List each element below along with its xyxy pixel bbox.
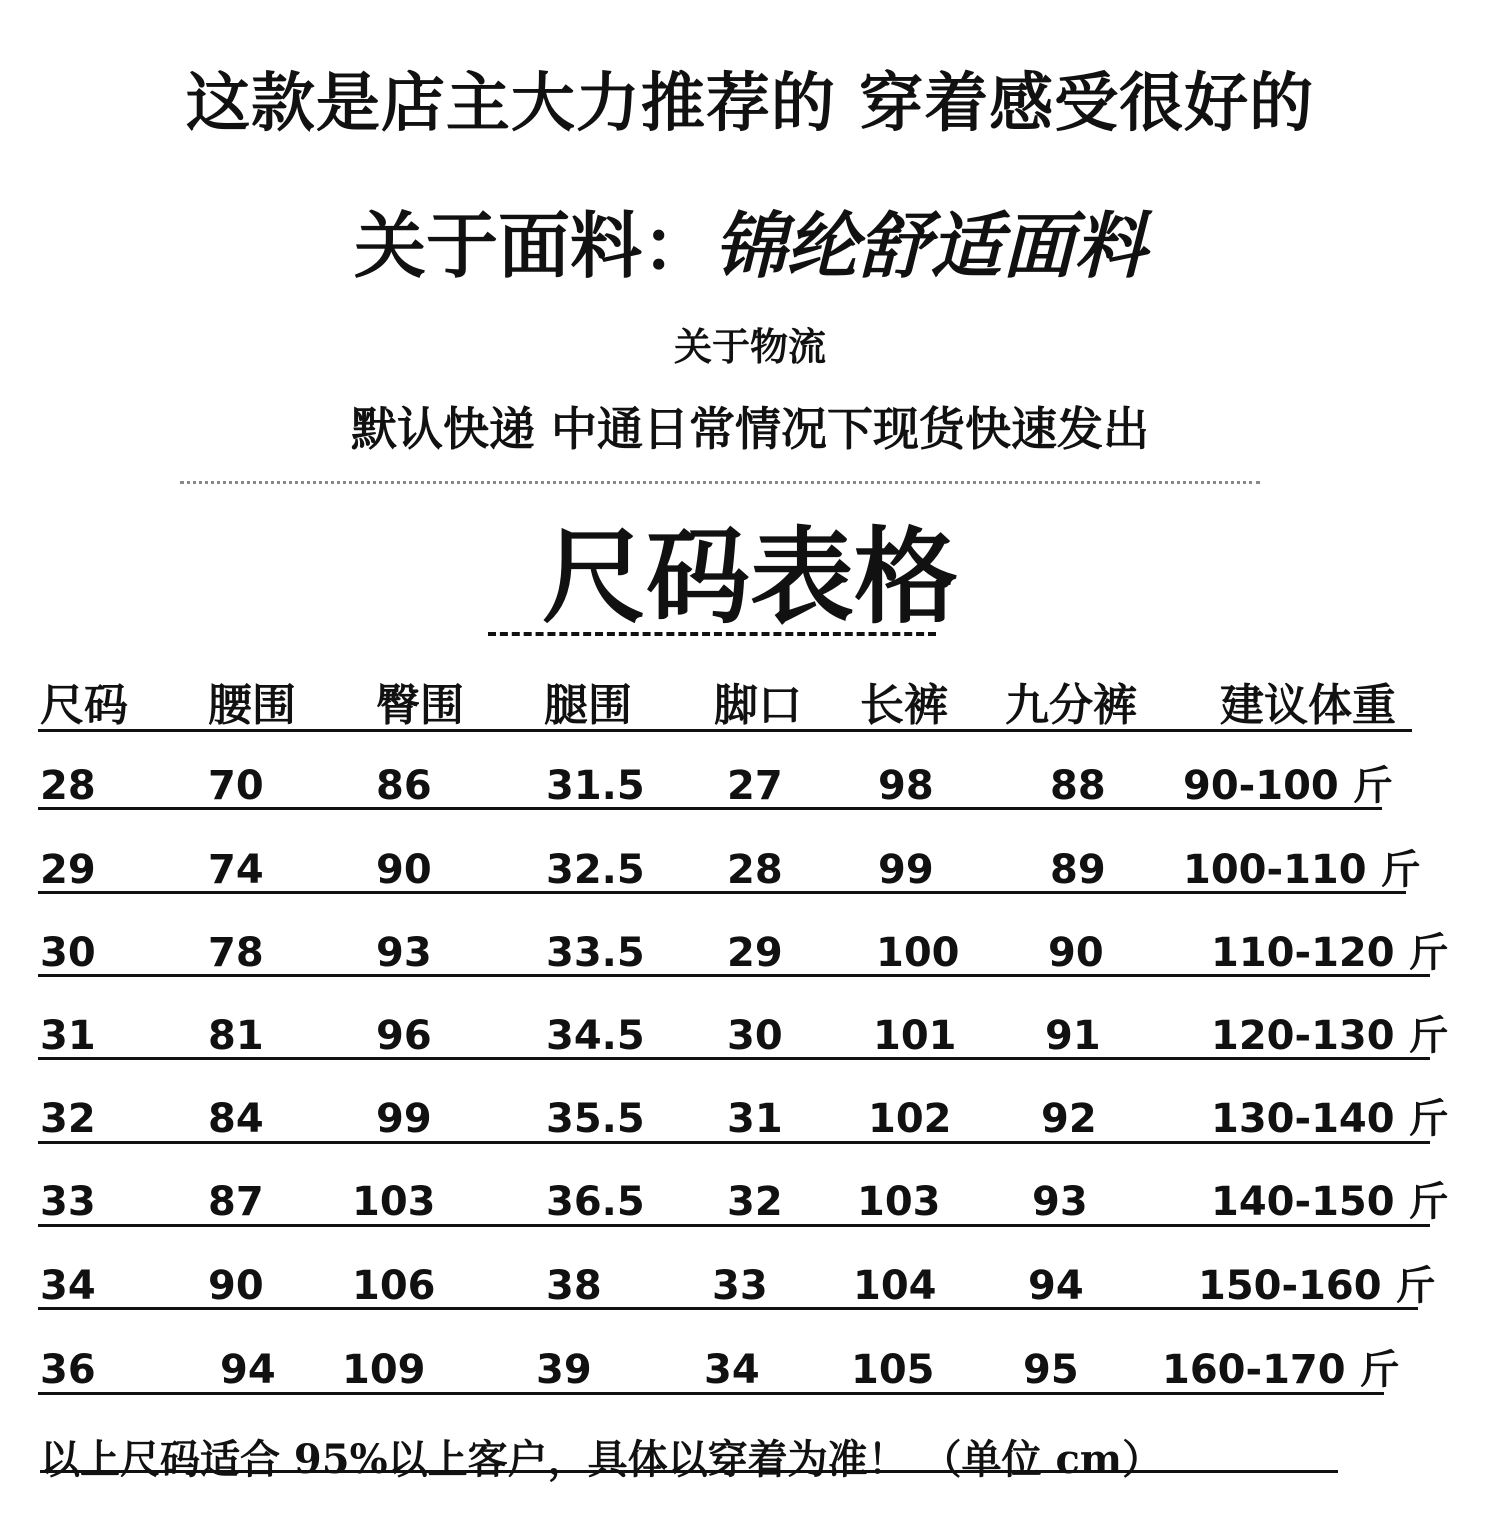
table-cell-hem: 31 xyxy=(727,1096,783,1142)
table-row-rule xyxy=(38,891,1406,894)
table-cell-thigh: 36.5 xyxy=(546,1179,645,1225)
table-row-rule xyxy=(38,1392,1384,1395)
table-cell-hip: 86 xyxy=(376,763,432,809)
column-header-suggested-weight: 建议体重 xyxy=(1220,680,1396,731)
table-cell-size: 28 xyxy=(40,763,96,809)
header-row-rule xyxy=(38,729,1412,732)
table-cell-waist: 74 xyxy=(208,847,264,893)
table-cell-suggested-weight: 140-150 斤 xyxy=(1211,1179,1449,1225)
table-cell-hem: 29 xyxy=(727,930,783,976)
table-cell-hip: 109 xyxy=(342,1347,426,1393)
table-cell-long-pants: 102 xyxy=(868,1096,952,1142)
table-cell-hip: 96 xyxy=(376,1013,432,1059)
table-cell-size: 34 xyxy=(40,1263,96,1309)
table-cell-hip: 93 xyxy=(376,930,432,976)
column-header-cropped-pants: 九分裤 xyxy=(1005,680,1137,731)
column-header-thigh: 腿围 xyxy=(544,680,632,731)
table-cell-size: 31 xyxy=(40,1013,96,1059)
table-cell-suggested-weight: 100-110 斤 xyxy=(1183,847,1421,893)
table-row-rule xyxy=(38,974,1430,977)
column-header-waist: 腰围 xyxy=(208,680,296,731)
table-cell-suggested-weight: 160-170 斤 xyxy=(1162,1347,1400,1393)
table-cell-long-pants: 104 xyxy=(853,1263,937,1309)
table-row-rule xyxy=(38,807,1382,810)
table-cell-waist: 81 xyxy=(208,1013,264,1059)
table-cell-thigh: 39 xyxy=(536,1347,592,1393)
table-cell-size: 29 xyxy=(40,847,96,893)
column-header-size: 尺码 xyxy=(40,680,128,731)
table-cell-hip: 99 xyxy=(376,1096,432,1142)
table-cell-waist: 87 xyxy=(208,1179,264,1225)
table-cell-waist: 84 xyxy=(208,1096,264,1142)
dotted-divider xyxy=(180,481,1260,484)
column-header-long-pants: 长裤 xyxy=(860,680,948,731)
table-row-rule xyxy=(38,1141,1430,1144)
table-cell-long-pants: 98 xyxy=(878,763,934,809)
table-cell-size: 33 xyxy=(40,1179,96,1225)
headline: 这款是店主大力推荐的 穿着感受很好的 xyxy=(185,67,1315,141)
table-cell-thigh: 34.5 xyxy=(546,1013,645,1059)
table-cell-size: 30 xyxy=(40,930,96,976)
table-cell-long-pants: 101 xyxy=(873,1013,957,1059)
table-cell-cropped-pants: 91 xyxy=(1045,1013,1101,1059)
fabric-label: 关于面料： xyxy=(353,204,714,288)
table-cell-cropped-pants: 89 xyxy=(1050,847,1106,893)
table-cell-waist: 90 xyxy=(208,1263,264,1309)
table-cell-hip: 90 xyxy=(376,847,432,893)
logistics-title: 关于物流 xyxy=(673,325,826,369)
table-cell-thigh: 35.5 xyxy=(546,1096,645,1142)
table-cell-cropped-pants: 93 xyxy=(1032,1179,1088,1225)
table-row-rule xyxy=(38,1224,1430,1227)
table-cell-long-pants: 99 xyxy=(878,847,934,893)
footnote-rule xyxy=(40,1470,1338,1473)
table-cell-suggested-weight: 130-140 斤 xyxy=(1211,1096,1449,1142)
table-cell-hem: 34 xyxy=(704,1347,760,1393)
fabric-value: 锦纶舒适面料 xyxy=(714,204,1147,288)
table-cell-thigh: 32.5 xyxy=(546,847,645,893)
table-cell-suggested-weight: 90-100 斤 xyxy=(1183,763,1393,809)
table-cell-waist: 94 xyxy=(220,1347,276,1393)
table-cell-waist: 78 xyxy=(208,930,264,976)
table-row-rule xyxy=(38,1307,1418,1310)
table-cell-cropped-pants: 94 xyxy=(1028,1263,1084,1309)
table-cell-long-pants: 103 xyxy=(857,1179,941,1225)
footnote: 以上尺码适合 95%以上客户，具体以穿着为准！ （单位 cm） xyxy=(40,1436,1163,1483)
logistics-text: 默认快递 中通日常情况下现货快速发出 xyxy=(350,402,1149,456)
table-cell-hem: 33 xyxy=(712,1263,768,1309)
table-cell-size: 32 xyxy=(40,1096,96,1142)
table-cell-size: 36 xyxy=(40,1347,96,1393)
table-cell-suggested-weight: 150-160 斤 xyxy=(1198,1263,1436,1309)
table-cell-cropped-pants: 90 xyxy=(1048,930,1104,976)
table-cell-hip: 106 xyxy=(352,1263,436,1309)
table-cell-long-pants: 105 xyxy=(851,1347,935,1393)
table-cell-cropped-pants: 95 xyxy=(1023,1347,1079,1393)
table-cell-cropped-pants: 88 xyxy=(1050,763,1106,809)
table-cell-hem: 28 xyxy=(727,847,783,893)
table-cell-waist: 70 xyxy=(208,763,264,809)
table-cell-thigh: 33.5 xyxy=(546,930,645,976)
column-header-hem: 脚口 xyxy=(714,680,802,731)
table-row-rule xyxy=(38,1057,1430,1060)
size-chart-title: 尺码表格 xyxy=(541,515,958,638)
table-cell-cropped-pants: 92 xyxy=(1041,1096,1097,1142)
table-cell-hip: 103 xyxy=(352,1179,436,1225)
table-cell-suggested-weight: 120-130 斤 xyxy=(1211,1013,1449,1059)
size-chart-title-underline xyxy=(488,632,936,636)
table-cell-thigh: 38 xyxy=(546,1263,602,1309)
table-cell-suggested-weight: 110-120 斤 xyxy=(1211,930,1449,976)
table-cell-long-pants: 100 xyxy=(876,930,960,976)
table-cell-hem: 32 xyxy=(727,1179,783,1225)
column-header-hip: 臀围 xyxy=(376,680,464,731)
table-cell-hem: 30 xyxy=(727,1013,783,1059)
table-cell-hem: 27 xyxy=(727,763,783,809)
fabric-line xyxy=(0,188,1500,292)
table-cell-thigh: 31.5 xyxy=(546,763,645,809)
